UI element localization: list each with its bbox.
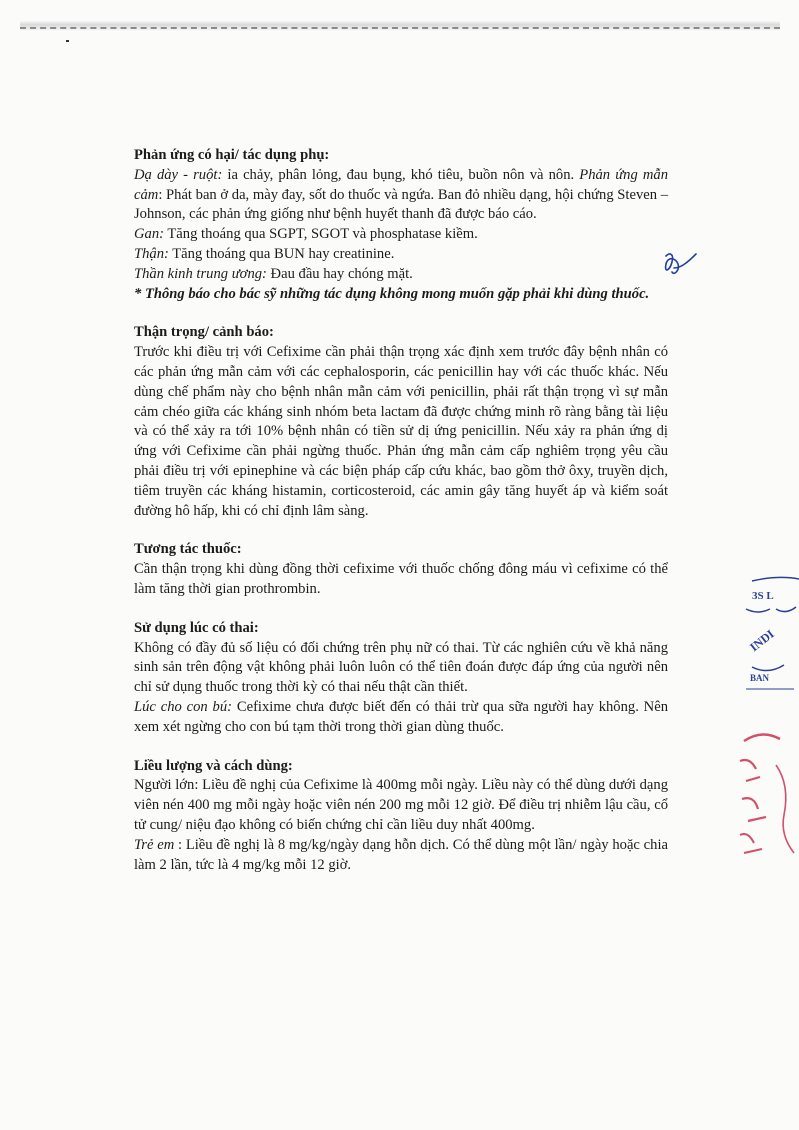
side-effects-paragraph (134, 166, 668, 225)
stamp-text-line3: BAN (750, 673, 770, 683)
cns-label: Thần kinh trung ương: (134, 265, 267, 282)
child-text: : Liều đề nghị là 8 mg/kg/ngày dạng hỗn dịch. Có thể dùng một lần/ ngày hoặc chia làm 2 lần, tức là 4 mg/kg mỗi 12 giờ. (134, 836, 668, 873)
interactions-heading: Tương tác thuốc: (134, 541, 242, 558)
liver-label: Gan: (134, 226, 164, 243)
stamp-text-line2: INDI (747, 626, 777, 655)
cns-line (134, 265, 668, 285)
child-dosage-paragraph (134, 836, 668, 876)
pregnancy-section (134, 619, 668, 738)
adult-dosage-paragraph: Người lớn: Liều đề nghị của Cefixime là 400mg mỗi ngày. Liều này có thể dùng dưới dạng viên nén 400 mg mỗi ngày hoặc viên nén 200 mg mỗi 12 giờ. Để điều trị nhiễm lậu cầu, cổ tử cung/ niệu đạo không có biến chứng chỉ cần liều duy nhất 400mg. (134, 777, 668, 833)
kidney-label: Thận: (134, 245, 169, 262)
dosage-section (134, 757, 668, 876)
pregnancy-heading: Sử dụng lúc có thai: (134, 619, 259, 636)
scan-speck (66, 40, 69, 42)
liver-line (134, 225, 668, 245)
precautions-section (134, 323, 668, 521)
kidney-line (134, 245, 668, 265)
nursing-paragraph (134, 698, 668, 738)
allergy-label: Phản ứng mẫn cảm (134, 166, 669, 203)
side-effects-section (134, 146, 668, 304)
nursing-label: Lúc cho con bú: (134, 698, 233, 715)
side-effects-heading: Phản ứng có hại/ tác dụng phụ: (134, 147, 330, 163)
handwritten-initial-signature (660, 250, 700, 282)
child-label: Trẻ em (134, 836, 175, 853)
blue-company-stamp (738, 575, 799, 695)
precautions-paragraph: Trước khi điều trị với Cefixime cần phải thận trọng xác định xem trước đây bệnh nhân có các phản ứng mẫn cảm với các cephalosporin, các penicillin hay với các thuốc khác. Nếu dùng chế phẩm này cho bệnh nhân mẫn cảm với penicillin, phải rất thận trọng vì sự mẫn cảm chéo giữa các kháng sinh nhóm beta lactam đã được chứng minh rõ ràng bằng tài liệu và có thể xảy ra tới 10% bệnh nhân có tiền sử dị ứng penicillin. Nếu xảy ra phản ứng dị ứng với Cefixime cần phải ngừng thuốc. Phản ứng mẫn cảm cấp nghiêm trọng yêu cầu phải điều trị với epinephine và các biện pháp cấp cứu khác, bao gồm thở ôxy, truyền dịch, tiêm truyền các kháng histamin, corticosteroid, các amin gây tăng huyết áp và kiểm soát đường hô hấp, khi có chỉ định lâm sàng. (134, 344, 668, 519)
liver-text: Tăng thoáng qua SGPT, SGOT và phosphatase kiềm. (164, 226, 478, 243)
dosage-heading: Liều lượng và cách dùng: (134, 757, 293, 774)
gi-label: Dạ dày - ruột: (134, 166, 223, 183)
nursing-text: Cefixime chưa được biết đến có thải trừ qua sữa người hay không. Nên xem xét ngừng cho con bú tạm thời trong thời gian dùng thuốc. (134, 698, 668, 735)
allergy-text: : Phát ban ở da, mày đay, sốt do thuốc và ngứa. Ban đỏ nhiều dạng, hội chứng Steven – Johnson, các phản ứng giống như bệnh huyết thanh đã được báo cáo. (134, 186, 668, 223)
red-partial-stamp (736, 725, 799, 870)
gi-text: ỉa chảy, phân lỏng, đau bụng, khó tiêu, buồn nôn và nôn. (222, 166, 580, 183)
stamp-text-line1: 3S L (752, 590, 774, 602)
doctor-notice: * Thông báo cho bác sỹ những tác dụng không mong muốn gặp phải khi dùng thuốc. (134, 285, 650, 302)
scan-edge-artifact (20, 20, 780, 32)
kidney-text: Tăng thoáng qua BUN hay creatinine. (168, 245, 395, 262)
precautions-heading: Thận trọng/ cảnh báo: (134, 324, 274, 341)
interactions-section (134, 540, 668, 599)
document-body (134, 146, 668, 894)
cns-text: Đau đầu hay chóng mặt. (266, 265, 413, 282)
pregnancy-paragraph: Không có đầy đủ số liệu có đối chứng trên phụ nữ có thai. Từ các nghiên cứu về khả năng sinh sản trên động vật không phải luôn luôn có thể tiên đoán được đáp ứng của người nên chỉ sử dụng thuốc trong thời kỳ có thai nếu thật cần thiết. (134, 639, 668, 696)
interactions-paragraph: Cần thận trọng khi dùng đồng thời cefixime với thuốc chống đông máu vì cefixime có thể làm tăng thời gian prothrombin. (134, 561, 668, 597)
